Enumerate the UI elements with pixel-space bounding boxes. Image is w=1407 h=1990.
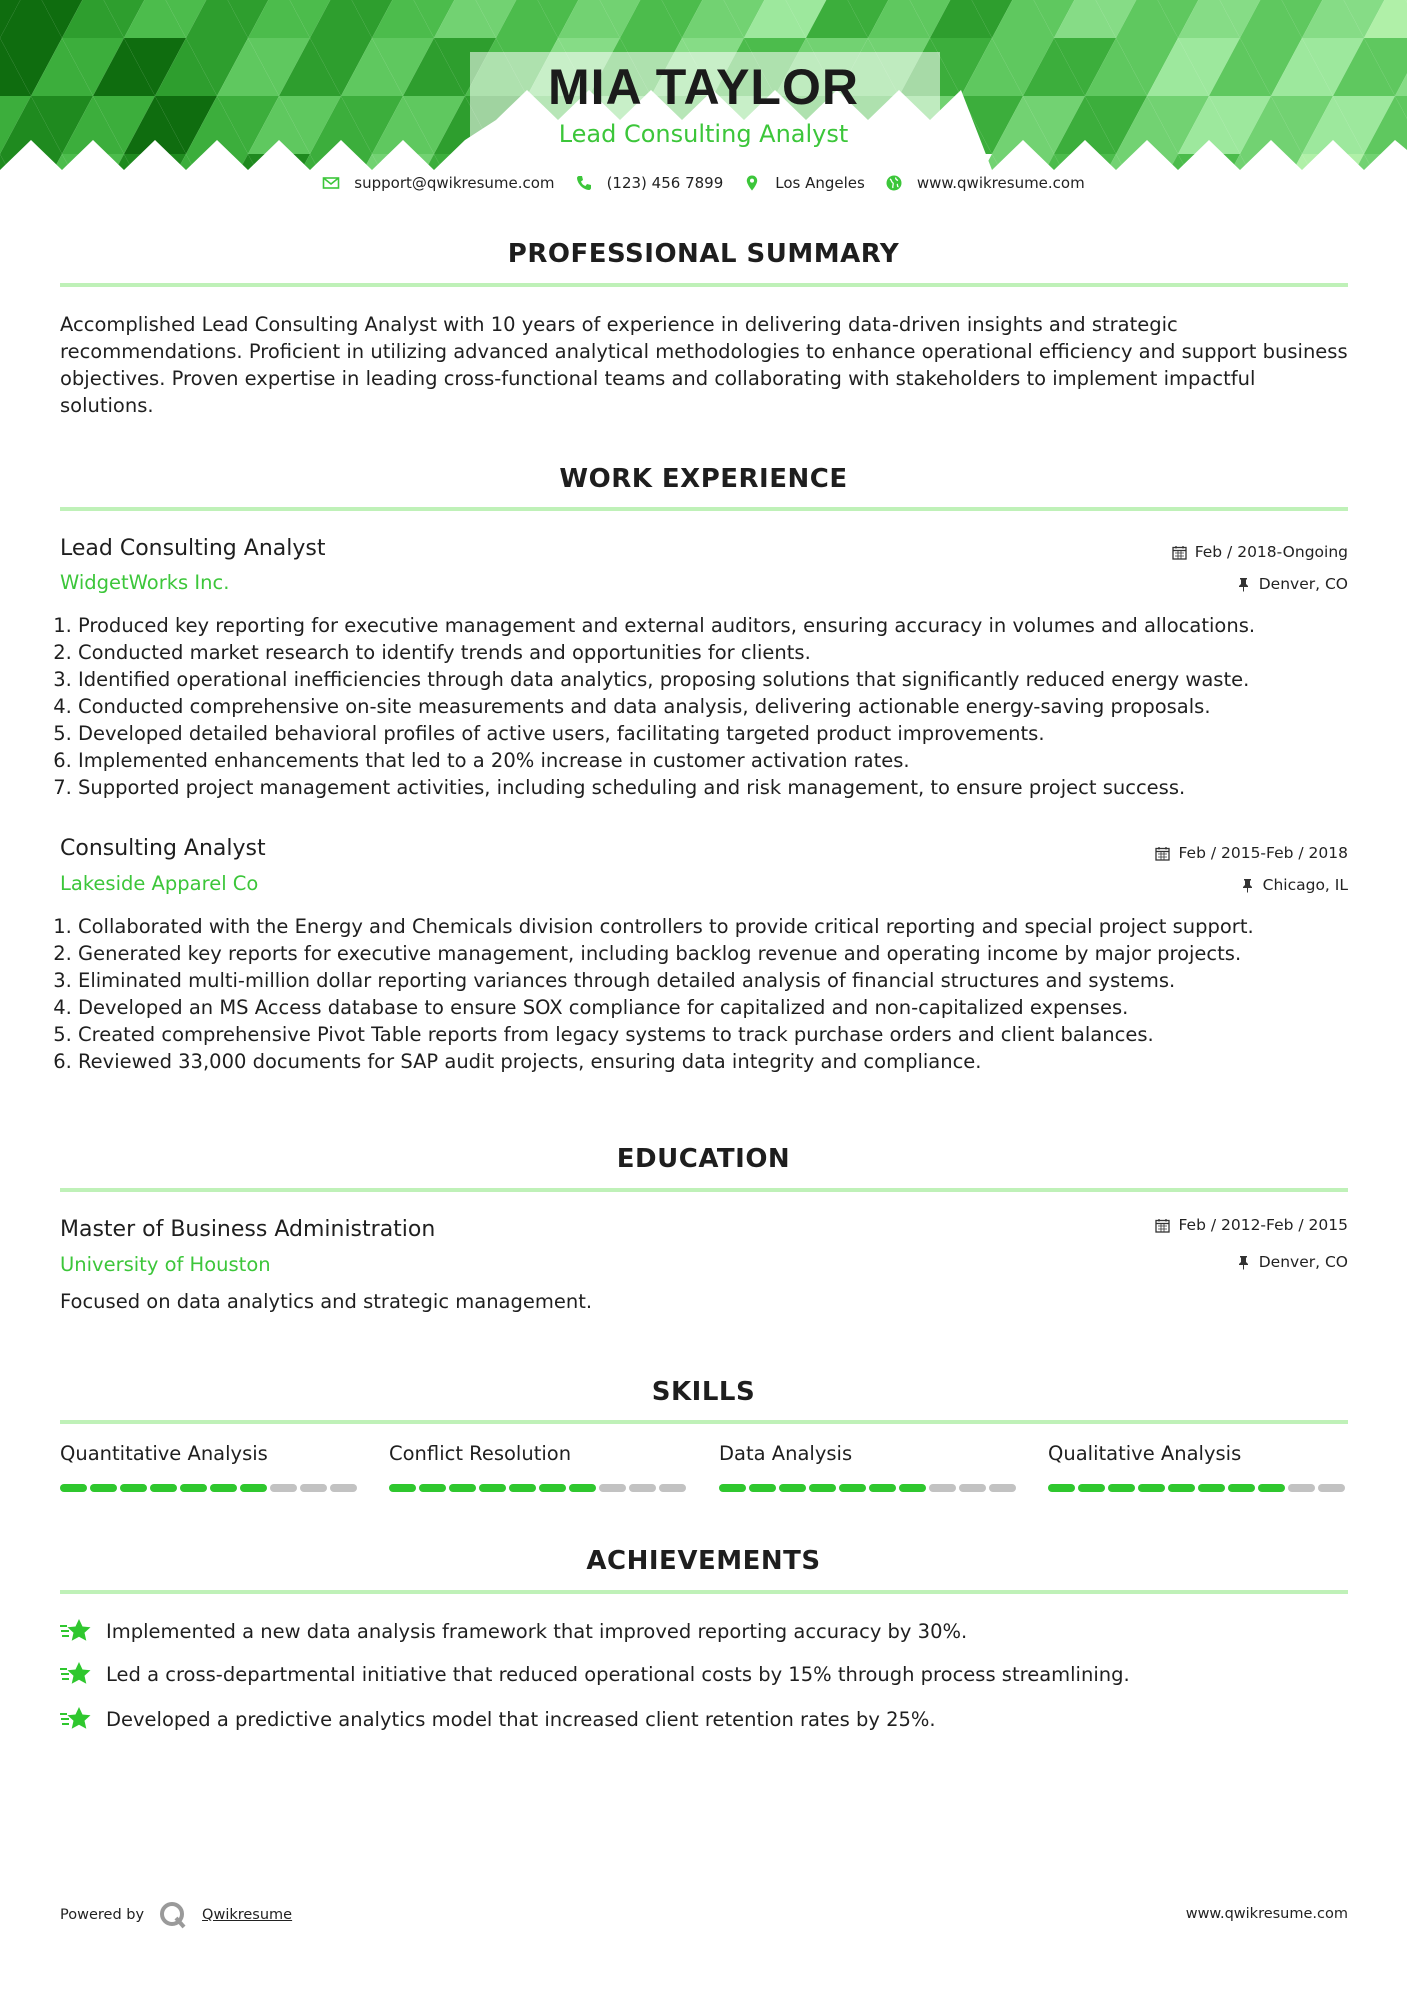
skill-segment-filled — [419, 1484, 446, 1492]
contact-email-text: support@qwikresume.com — [354, 174, 555, 192]
achievement-text: Implemented a new data analysis framework that improved reporting accuracy by 30%. — [106, 1619, 968, 1643]
skill-segment-filled — [1138, 1484, 1165, 1492]
star-icon — [60, 1660, 92, 1688]
skill-level-bar — [389, 1484, 689, 1492]
skill-segment-filled — [449, 1484, 476, 1492]
job-bullet-list — [60, 913, 1378, 1075]
skill-segment-empty — [929, 1484, 956, 1492]
skill-segment-empty — [300, 1484, 327, 1492]
skill-segment-empty — [270, 1484, 297, 1492]
skill-segment-filled — [240, 1484, 267, 1492]
job-bullet: 6. Implemented enhancements that led to a 20% increase in customer activation rates. — [78, 747, 1378, 774]
skill-segment-empty — [330, 1484, 357, 1492]
contact-phone[interactable] — [575, 174, 724, 192]
contact-phone-text: (123) 456 7899 — [606, 174, 724, 192]
achievement-item — [60, 1705, 936, 1733]
skill-segment-filled — [120, 1484, 147, 1492]
skill-segment-filled — [180, 1484, 207, 1492]
candidate-title: Lead Consulting Analyst — [558, 120, 849, 148]
skill-segment-filled — [779, 1484, 806, 1492]
education-school: University of Houston — [60, 1253, 271, 1276]
job-bullet: 4. Developed an MS Access database to ensure SOX compliance for capitalized and non-capitalized expenses. — [78, 994, 1378, 1021]
achievement-item — [60, 1660, 1130, 1688]
skill-segment-filled — [899, 1484, 926, 1492]
education-degree: Master of Business Administration — [60, 1217, 436, 1242]
skill-item — [719, 1442, 1019, 1492]
contact-website-text: www.qwikresume.com — [916, 174, 1085, 192]
job-bullet: 5. Created comprehensive Pivot Table reports from legacy systems to track purchase orders and client balances. — [78, 1021, 1378, 1048]
skill-level-bar — [60, 1484, 360, 1492]
skill-segment-filled — [1048, 1484, 1075, 1492]
footer-website[interactable]: www.qwikresume.com — [1185, 1906, 1348, 1922]
skill-segment-filled — [210, 1484, 237, 1492]
job-dates-text: Feb / 2018-Ongoing — [1194, 543, 1348, 561]
skills-heading: SKILLS — [651, 1377, 756, 1407]
skill-segment-filled — [1258, 1484, 1285, 1492]
skill-segment-empty — [1318, 1484, 1345, 1492]
achievements-heading: ACHIEVEMENTS — [586, 1546, 821, 1576]
education-location-text: Denver, CO — [1258, 1253, 1348, 1271]
education-location — [1236, 1253, 1348, 1271]
skill-segment-filled — [60, 1484, 87, 1492]
skills-divider — [60, 1420, 1348, 1424]
skill-item — [1048, 1442, 1348, 1492]
job-location-text: Chicago, IL — [1262, 876, 1348, 894]
education-dates-text: Feb / 2012-Feb / 2015 — [1178, 1216, 1348, 1234]
job-bullet: 2. Conducted market research to identify trends and opportunities for clients. — [78, 639, 1378, 666]
calendar-icon — [1155, 1218, 1170, 1233]
skill-level-bar — [1048, 1484, 1348, 1492]
star-icon — [60, 1617, 92, 1645]
skill-segment-empty — [599, 1484, 626, 1492]
skill-segment-filled — [569, 1484, 596, 1492]
skill-segment-empty — [1288, 1484, 1315, 1492]
achievement-text: Developed a predictive analytics model that increased client retention rates by 25%. — [106, 1707, 936, 1731]
qwikresume-logo-icon — [158, 1900, 188, 1930]
calendar-icon — [1172, 545, 1187, 560]
job-bullet: 3. Identified operational inefficiencies through data analytics, proposing solutions that significantly reduced energy waste. — [78, 666, 1378, 693]
job-dates — [1155, 844, 1348, 862]
job-bullet: 1. Produced key reporting for executive management and external auditors, ensuring accuracy in volumes and allocations. — [78, 612, 1378, 639]
skill-segment-filled — [839, 1484, 866, 1492]
job-bullet-list — [60, 612, 1378, 801]
pushpin-icon — [1240, 878, 1255, 893]
envelope-icon — [322, 174, 340, 192]
job-location — [1236, 575, 1348, 593]
footer-powered-by — [60, 1900, 292, 1930]
skill-item — [60, 1442, 360, 1492]
job-title: Lead Consulting Analyst — [60, 536, 326, 561]
achievement-item — [60, 1617, 967, 1645]
job-company: WidgetWorks Inc. — [60, 571, 230, 594]
skill-name: Qualitative Analysis — [1048, 1442, 1242, 1465]
summary-heading: PROFESSIONAL SUMMARY — [507, 239, 900, 269]
job-bullet: 1. Collaborated with the Energy and Chemicals division controllers to provide critical reporting and special project support. — [78, 913, 1378, 940]
education-description: Focused on data analytics and strategic management. — [60, 1290, 593, 1313]
skill-segment-filled — [1108, 1484, 1135, 1492]
job-bullet: 3. Eliminated multi-million dollar reporting variances through detailed analysis of financial structures and systems. — [78, 967, 1378, 994]
job-dates — [1172, 543, 1348, 561]
education-dates — [1155, 1216, 1348, 1234]
powered-by-label: Powered by — [60, 1907, 145, 1923]
contact-website[interactable] — [885, 174, 1085, 192]
skill-segment-filled — [389, 1484, 416, 1492]
skill-item — [389, 1442, 689, 1492]
skill-segment-filled — [1228, 1484, 1255, 1492]
contact-email[interactable] — [322, 174, 554, 192]
skill-segment-empty — [959, 1484, 986, 1492]
achievements-divider — [60, 1590, 1348, 1594]
skill-segment-filled — [719, 1484, 746, 1492]
job-location — [1240, 876, 1348, 894]
phone-icon — [575, 174, 593, 192]
pushpin-icon — [1236, 1255, 1251, 1270]
skill-segment-filled — [1078, 1484, 1105, 1492]
pushpin-icon — [1236, 577, 1251, 592]
skill-segment-filled — [90, 1484, 117, 1492]
contact-location — [743, 174, 865, 192]
map-pin-icon — [743, 174, 761, 192]
job-title: Consulting Analyst — [60, 836, 266, 861]
contact-location-text: Los Angeles — [775, 174, 865, 192]
skill-segment-filled — [869, 1484, 896, 1492]
skill-segment-empty — [659, 1484, 686, 1492]
skill-segment-filled — [1168, 1484, 1195, 1492]
education-divider — [60, 1188, 1348, 1192]
job-location-text: Denver, CO — [1258, 575, 1348, 593]
skill-level-bar — [719, 1484, 1019, 1492]
skill-name: Conflict Resolution — [389, 1442, 572, 1465]
job-bullet: 4. Conducted comprehensive on-site measurements and data analysis, delivering actionable energy-saving proposals. — [78, 693, 1378, 720]
skill-segment-empty — [989, 1484, 1016, 1492]
job-bullet: 2. Generated key reports for executive management, including backlog revenue and operating income by major projects. — [78, 940, 1378, 967]
skill-segment-filled — [749, 1484, 776, 1492]
candidate-name: MIA TAYLOR — [548, 59, 859, 115]
star-icon — [60, 1705, 92, 1733]
globe-icon — [885, 174, 903, 192]
skill-segment-filled — [479, 1484, 506, 1492]
qwikresume-link[interactable]: Qwikresume — [202, 1907, 293, 1923]
contact-bar — [0, 174, 1407, 192]
calendar-icon — [1155, 846, 1170, 861]
summary-divider — [60, 283, 1348, 287]
skill-segment-filled — [509, 1484, 536, 1492]
achievement-text: Led a cross-departmental initiative that reduced operational costs by 15% through process streamlining. — [106, 1662, 1130, 1686]
skill-segment-filled — [1198, 1484, 1225, 1492]
experience-divider — [60, 507, 1348, 511]
skill-name: Data Analysis — [719, 1442, 853, 1465]
skill-segment-filled — [539, 1484, 566, 1492]
job-bullet: 7. Supported project management activities, including scheduling and risk management, to ensure project success. — [78, 774, 1378, 801]
job-company: Lakeside Apparel Co — [60, 872, 259, 895]
experience-heading: WORK EXPERIENCE — [559, 464, 848, 494]
skill-segment-empty — [629, 1484, 656, 1492]
job-dates-text: Feb / 2015-Feb / 2018 — [1178, 844, 1348, 862]
job-bullet: 6. Reviewed 33,000 documents for SAP audit projects, ensuring data integrity and compliance. — [78, 1048, 1378, 1075]
skill-segment-filled — [809, 1484, 836, 1492]
skill-segment-filled — [150, 1484, 177, 1492]
summary-text: Accomplished Lead Consulting Analyst with 10 years of experience in delivering data-driven insights and strategic recommendations. Proficient in utilizing advanced analytical methodologies to enhance operational efficiency and support business objectives. Proven expertise in leading cross-functional teams and collaborating with stakeholders to implement impactful solutions. — [60, 313, 1348, 417]
skill-name: Quantitative Analysis — [60, 1442, 268, 1465]
education-heading: EDUCATION — [616, 1144, 791, 1174]
job-bullet: 5. Developed detailed behavioral profiles of active users, facilitating targeted product improvements. — [78, 720, 1378, 747]
